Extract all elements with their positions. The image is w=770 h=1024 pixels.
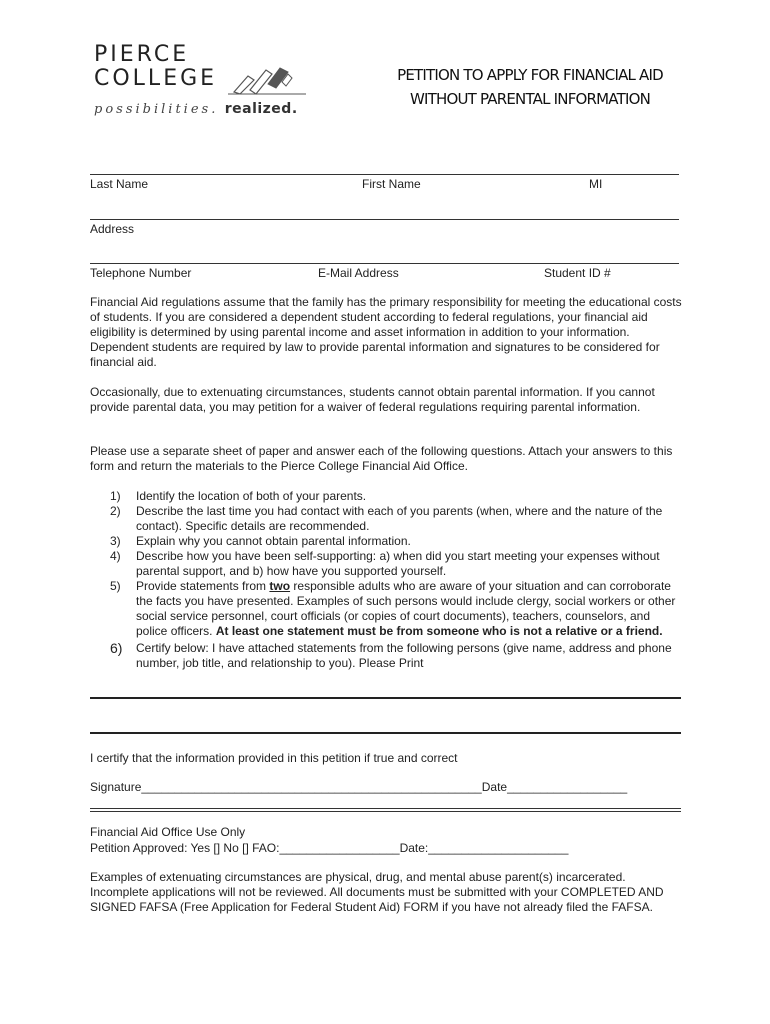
pencil-logo-icon	[226, 62, 306, 98]
list-item	[90, 489, 682, 504]
paragraph-circumstances: Occasionally, due to extenuating circumstances, students cannot obtain parental information. If you cannot provide parental data, you may petition for a waiver of federal regulations requiring parental information.	[90, 385, 655, 414]
tagline-bold: realized.	[224, 101, 298, 117]
page-title-line1: PETITION TO APPLY FOR FINANCIAL AID	[397, 66, 663, 84]
question-text: Identify the location of both of your parents.	[136, 489, 367, 503]
list-item	[90, 534, 682, 549]
logo-word-pierce: PIERCE	[94, 42, 190, 67]
question-emphasis-two: two	[269, 579, 291, 593]
list-item	[90, 641, 682, 671]
question-number: 2)	[110, 504, 121, 518]
list-item	[90, 579, 682, 639]
question-text: Certify below: I have attached statements from the following persons (give name, address and phone number, job title, and relationship to you). Please Print	[136, 641, 672, 670]
statement-line-2[interactable]	[90, 732, 681, 734]
page-title-line2: WITHOUT PARENTAL INFORMATION	[409, 90, 651, 108]
question-text-continued: responsible adults who are aware of your situation and can corroborate the facts you have presented. Examples of such persons would include clergy, social workers or other social service personnel, court officials (or copies of court documents), teachers, counselors, and police officers.	[136, 579, 676, 638]
question-number: 3)	[110, 534, 121, 548]
first-name-label: First Name	[362, 177, 421, 191]
contact-line[interactable]	[90, 263, 679, 264]
logo-word-college: COLLEGE	[94, 66, 218, 91]
telephone-label: Telephone Number	[90, 266, 192, 280]
statement-line-1[interactable]	[90, 697, 681, 699]
email-label: E-Mail Address	[318, 266, 399, 280]
tagline-italic: possibilities.	[94, 102, 219, 117]
question-text: Explain why you cannot obtain parental information.	[136, 534, 411, 548]
divider-top	[90, 808, 681, 809]
last-name-label: Last Name	[90, 177, 149, 191]
question-text: Provide statements from	[136, 579, 270, 593]
mi-label: MI	[589, 177, 603, 191]
footer-note: Examples of extenuating circumstances are physical, drug, and mental abuse parent(s) incarcerated. Incomplete applications will not be reviewed. All documents must be submitted with your COMPLETED AND SIGNED FAFSA (Free Application for Federal Student Aid) FORM if you have not already filed the FAFSA.	[90, 870, 664, 914]
student-id-label: Student ID #	[544, 266, 611, 280]
paragraph-instructions: Please use a separate sheet of paper and answer each of the following questions. Attach your answers to this form and return the materials to the Pierce College Financial Aid Office.	[90, 444, 673, 473]
address-line[interactable]	[90, 219, 679, 220]
certify-statement: I certify that the information provided in this petition if true and correct	[90, 751, 458, 765]
question-number: 6)	[110, 640, 123, 656]
question-text: Describe the last time you had contact with each of you parents (when, where and the nature of the contact). Specific details are recommended.	[136, 504, 663, 533]
list-item	[90, 549, 682, 579]
paragraph-regulations: Financial Aid regulations assume that the family has the primary responsibility for meeting the educational costs of students. If you are considered a dependent student according to federal regulations, your financial aid eligibility is determined by using parental income and asset information in addition to your information. Dependent students are required by law to provide parental information and signatures to be considered for financial aid.	[90, 295, 682, 369]
questions-list	[90, 489, 682, 671]
question-number: 1)	[110, 489, 121, 503]
question-bold-requirement: At least one statement must be from someone who is not a relative or a friend.	[215, 624, 663, 638]
question-number: 5)	[110, 579, 121, 593]
list-item	[90, 504, 682, 534]
question-number: 4)	[110, 549, 121, 563]
signature-line[interactable]: Signature___________________________________________________Date__________________	[90, 780, 628, 794]
logo-tagline	[94, 100, 298, 117]
office-use-heading: Financial Aid Office Use Only	[90, 825, 246, 839]
petition-approved-line: Petition Approved: Yes [] No [] FAO:__________________Date:_____________________	[90, 841, 569, 855]
question-text: Describe how you have been self-supporting: a) when did you start meeting your expenses without parental support, and b) how have you supported yourself.	[136, 549, 660, 578]
divider-bottom	[90, 811, 681, 812]
address-label: Address	[90, 222, 135, 236]
name-line[interactable]	[90, 174, 679, 175]
